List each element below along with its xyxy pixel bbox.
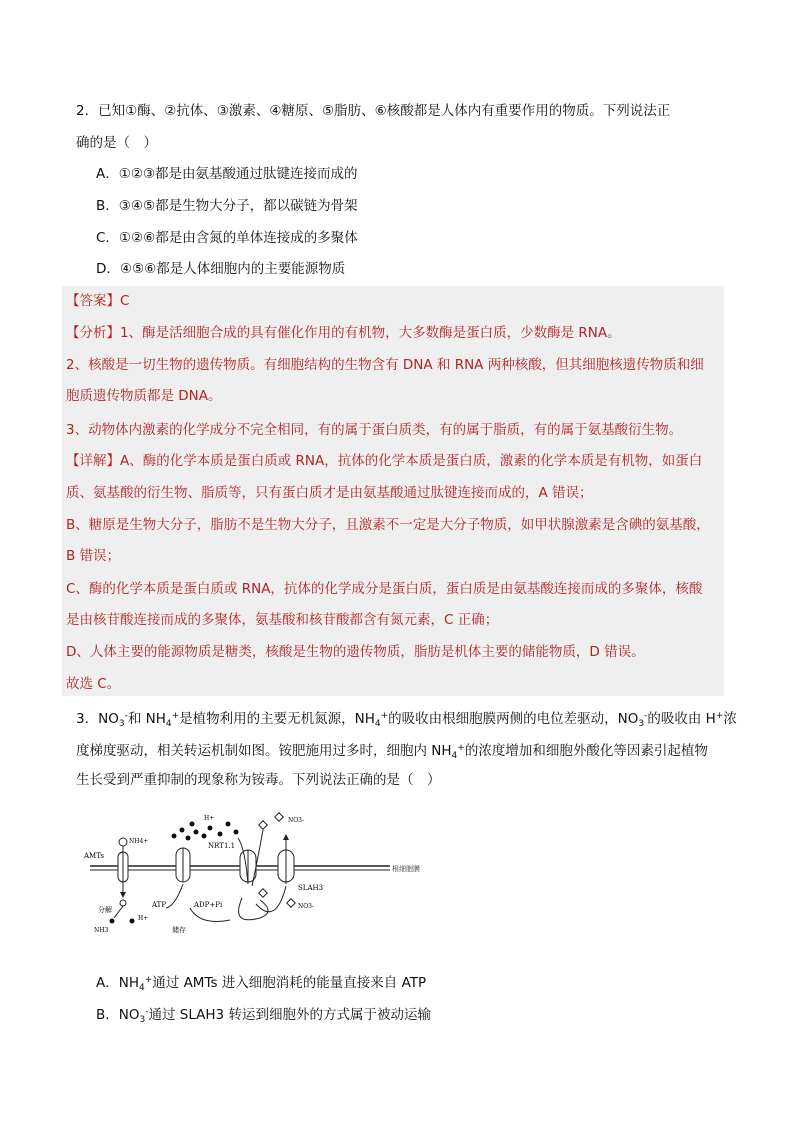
detail-line-1: 【详解】A、酶的化学本质是蛋白质或 RNA，抗体的化学本质是蛋白质，激素的化学本质是有机物，如蛋白 [66, 453, 703, 469]
detail-line-7: D、人体主要的能源物质是糖类，核酸是生物的遗传物质，脂肪是机体主要的储能物质，D 错误。 [66, 644, 645, 660]
q3-stem-line3: 生长受到严重抑制的现象称为铵毒。下列说法正确的是（ ） [76, 772, 441, 788]
no3-bottom-label: NO3- [298, 903, 315, 910]
h-dots [172, 822, 239, 841]
q2-option-c: C．①②⑥都是由含氮的单体连接成的多聚体 [96, 230, 358, 246]
adp-label: ADP+Pi [194, 901, 223, 909]
nh4-top-marker [119, 838, 127, 846]
detail-line-6: 是由核苷酸连接而成的多聚体，氨基酸和核苷酸都含有氮元素，C 正确； [66, 612, 499, 628]
nrt-label: NRT1.1 [208, 842, 236, 850]
slah3-label: SLAH3 [298, 884, 324, 892]
decompose-label: 分解 [98, 906, 112, 914]
analysis-line-4: 3、动物体内激素的化学成分不完全相同，有的属于蛋白质类，有的属于脂质，有的属于氨基酸衍生物。 [66, 422, 683, 438]
q3-option-b: B．$NO_3^-$通过 SLAH3 转运到细胞外的方式属于被动运输 [96, 1007, 431, 1025]
detail-line-3: B、糖原是生物大分子，脂肪不是生物大分子，且激素不一定是大分子物质，如甲状腺激素是含碘的氨基酸， [66, 517, 710, 533]
no3-top-diamond [259, 821, 267, 829]
storage-label: 储存 [172, 926, 186, 934]
nh4-top-label: NH4+ [129, 838, 149, 845]
no3-bottom-diamond [287, 899, 295, 907]
h-top-label: H+ [204, 815, 215, 822]
q2-option-a: A．①②③都是由氨基酸通过肽键连接而成的 [96, 166, 358, 182]
q2-stem-line1: 2．已知①酶、②抗体、③激素、④糖原、⑤脂肪、⑥核酸都是人体内有重要作用的物质。下列说法正 [76, 103, 671, 119]
h-bottom-dot [130, 919, 135, 924]
transport-diagram [80, 808, 440, 938]
slah3-arrow-head [283, 834, 289, 840]
slah3-cell-arrow [256, 886, 286, 912]
no3-cell-diamond [259, 889, 267, 897]
membrane-label: 根细胞膜 [392, 865, 420, 873]
q2-option-d: D．④⑤⑥都是人体细胞内的主要能源物质 [96, 261, 346, 277]
no3-top-label: NO3- [288, 817, 305, 824]
q2-option-b: B．③④⑤都是生物大分子，都以碳链为骨架 [96, 198, 358, 214]
atp-arrow [166, 884, 183, 908]
recycle-arrow [239, 898, 268, 920]
q2-stem-line2: 确的是（ ） [76, 135, 157, 151]
atp-label: ATP [152, 901, 167, 909]
amts-arrow-head [120, 892, 126, 898]
answer-label: 【答案】C [66, 293, 130, 309]
q3-stem-line2: 度梯度驱动，相关转运机制如图。铵肥施用过多时，细胞内 $NH_4^+$的浓度增加和细胞外酸化等因素引起植物 [76, 743, 708, 761]
q3-stem-line1: 3．$NO_3^-$和 $NH_4^+$是植物利用的主要无机氮源，$NH_4^+$的吸收由根细胞膜两侧的电位差驱动，$NO_3^-$的吸收由 H+浓 [76, 711, 737, 729]
detail-line-5: C、酶的化学本质是蛋白质或 RNA，抗体的化学成分是蛋白质，蛋白质是由氨基酸连接而成的多聚体，核酸 [66, 581, 703, 597]
detail-line-2: 质、氨基酸的衍生物、脂质等，只有蛋白质才是由氨基酸通过肽键连接而成的，A 错误； [66, 485, 593, 501]
analysis-line-1: 【分析】1、酶是活细胞合成的具有催化作用的有机物，大多数酶是蛋白质，少数酶是 RNA。 [66, 325, 621, 341]
q3-option-a: A．$NH_4^+$通过 AMTs 进入细胞消耗的能量直接来自 ATP [96, 975, 427, 993]
nh4-cell-marker [120, 900, 126, 906]
analysis-line-3: 胞质遗传物质都是 DNA。 [66, 388, 222, 404]
amts-label: AMTs [84, 852, 104, 860]
nh3-label: NH3 [94, 927, 109, 934]
nh3-dot [110, 919, 115, 924]
analysis-line-2: 2、核酸是一切生物的遗传物质。有细胞结构的生物含有 DNA 和 RNA 两种核酸，但其细胞核遗传物质和细 [66, 357, 704, 373]
no3-top-right-diamond [275, 813, 283, 821]
conclusion: 故选 C。 [66, 676, 121, 692]
storage-arrow [190, 908, 230, 922]
decompose-line [114, 906, 123, 918]
h-bottom-label: H+ [138, 915, 149, 922]
detail-line-4: B 错误； [66, 548, 121, 564]
